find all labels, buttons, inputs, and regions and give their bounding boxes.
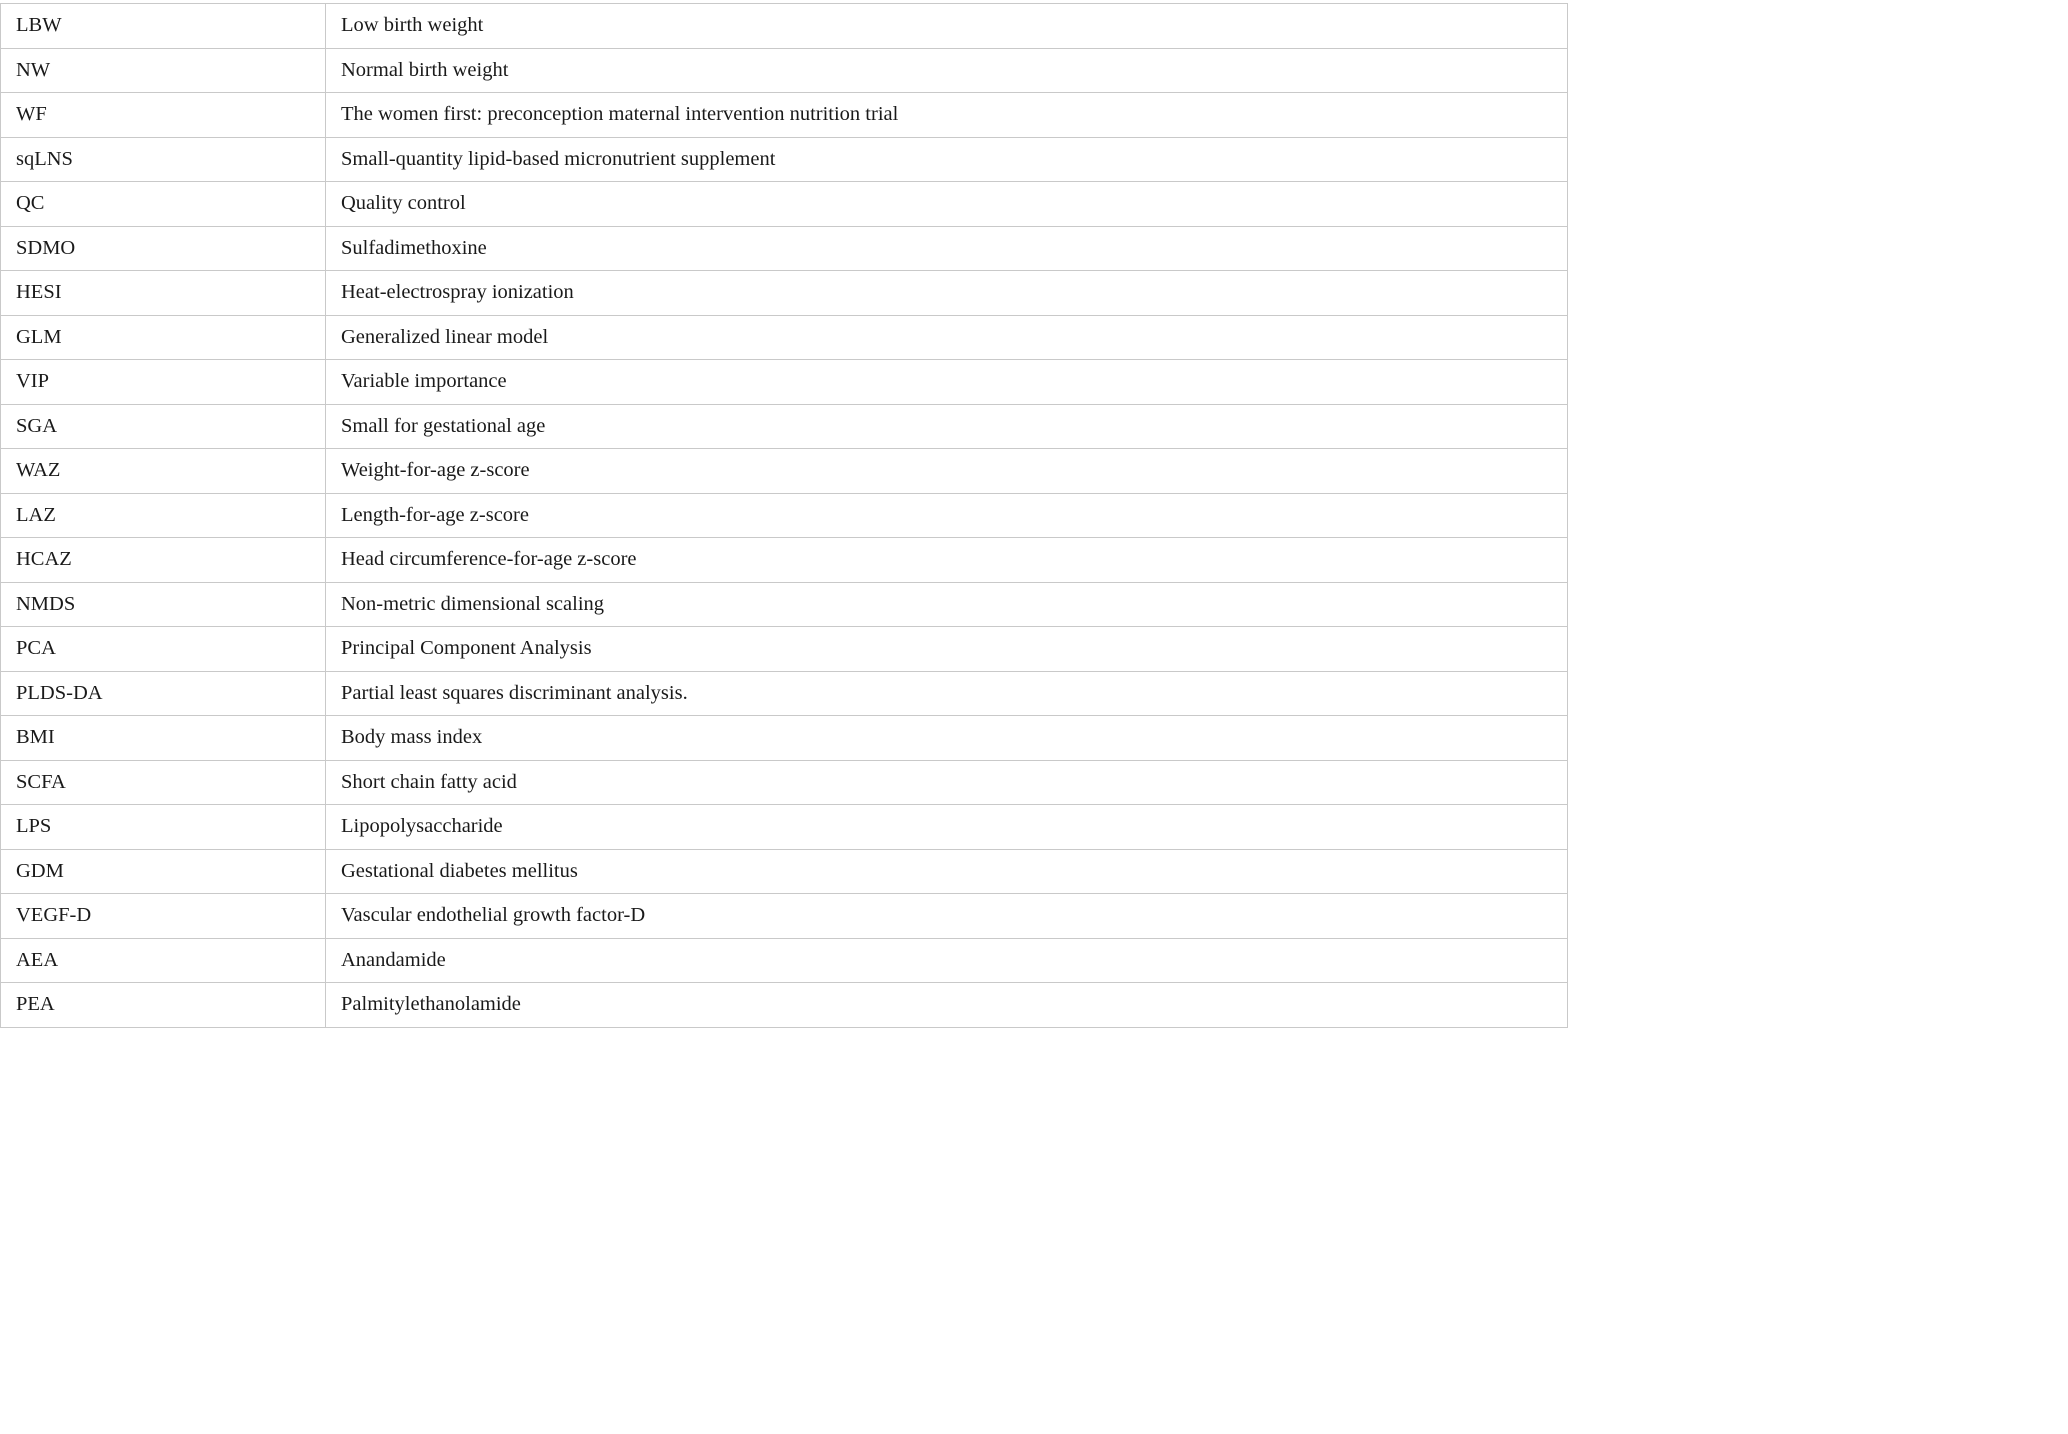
definition-cell: Normal birth weight: [326, 48, 1568, 93]
table-row: [1, 4, 1568, 49]
definition-cell: Quality control: [326, 182, 1568, 227]
table-row: [1, 716, 1568, 761]
abbreviation-cell: SGA: [1, 404, 326, 449]
table-row: [1, 93, 1568, 138]
definition-cell: Small for gestational age: [326, 404, 1568, 449]
table-row: [1, 48, 1568, 93]
table-row: [1, 671, 1568, 716]
table-row: [1, 182, 1568, 227]
table-row: [1, 315, 1568, 360]
abbreviation-cell: PEA: [1, 983, 326, 1028]
table-row: [1, 582, 1568, 627]
abbreviation-cell: NMDS: [1, 582, 326, 627]
table-row: [1, 137, 1568, 182]
definition-cell: Head circumference-for-age z-score: [326, 538, 1568, 583]
table-row: [1, 226, 1568, 271]
table-row: [1, 627, 1568, 672]
definition-cell: Partial least squares discriminant analysis.: [326, 671, 1568, 716]
definition-cell: Vascular endothelial growth factor-D: [326, 894, 1568, 939]
abbreviation-cell: AEA: [1, 938, 326, 983]
abbreviation-cell: NW: [1, 48, 326, 93]
definition-cell: Heat-electrospray ionization: [326, 271, 1568, 316]
table-row: [1, 760, 1568, 805]
table-row: [1, 938, 1568, 983]
abbreviation-cell: LPS: [1, 805, 326, 850]
abbreviation-cell: sqLNS: [1, 137, 326, 182]
definition-cell: Length-for-age z-score: [326, 493, 1568, 538]
definition-cell: Sulfadimethoxine: [326, 226, 1568, 271]
definition-cell: Non-metric dimensional scaling: [326, 582, 1568, 627]
abbreviations-table-body: [1, 4, 1568, 1028]
abbreviation-cell: HCAZ: [1, 538, 326, 583]
definition-cell: Body mass index: [326, 716, 1568, 761]
definition-cell: The women first: preconception maternal intervention nutrition trial: [326, 93, 1568, 138]
abbreviation-cell: WF: [1, 93, 326, 138]
definition-cell: Variable importance: [326, 360, 1568, 405]
table-row: [1, 404, 1568, 449]
definition-cell: Generalized linear model: [326, 315, 1568, 360]
table-row: [1, 849, 1568, 894]
table-row: [1, 538, 1568, 583]
abbreviations-table: [0, 3, 1568, 1028]
abbreviation-cell: QC: [1, 182, 326, 227]
table-row: [1, 360, 1568, 405]
abbreviation-cell: VIP: [1, 360, 326, 405]
abbreviation-cell: SCFA: [1, 760, 326, 805]
table-row: [1, 805, 1568, 850]
definition-cell: Lipopolysaccharide: [326, 805, 1568, 850]
definition-cell: Palmitylethanolamide: [326, 983, 1568, 1028]
table-row: [1, 493, 1568, 538]
table-row: [1, 449, 1568, 494]
definition-cell: Gestational diabetes mellitus: [326, 849, 1568, 894]
abbreviation-cell: LAZ: [1, 493, 326, 538]
definition-cell: Anandamide: [326, 938, 1568, 983]
abbreviation-cell: GLM: [1, 315, 326, 360]
abbreviation-cell: BMI: [1, 716, 326, 761]
definition-cell: Short chain fatty acid: [326, 760, 1568, 805]
definition-cell: Weight-for-age z-score: [326, 449, 1568, 494]
table-row: [1, 271, 1568, 316]
table-row: [1, 983, 1568, 1028]
abbreviation-cell: LBW: [1, 4, 326, 49]
definition-cell: Low birth weight: [326, 4, 1568, 49]
abbreviation-cell: PCA: [1, 627, 326, 672]
abbreviation-cell: SDMO: [1, 226, 326, 271]
abbreviation-cell: PLDS-DA: [1, 671, 326, 716]
definition-cell: Small-quantity lipid-based micronutrient supplement: [326, 137, 1568, 182]
table-row: [1, 894, 1568, 939]
abbreviation-cell: GDM: [1, 849, 326, 894]
abbreviation-cell: HESI: [1, 271, 326, 316]
abbreviation-cell: VEGF-D: [1, 894, 326, 939]
definition-cell: Principal Component Analysis: [326, 627, 1568, 672]
abbreviation-cell: WAZ: [1, 449, 326, 494]
